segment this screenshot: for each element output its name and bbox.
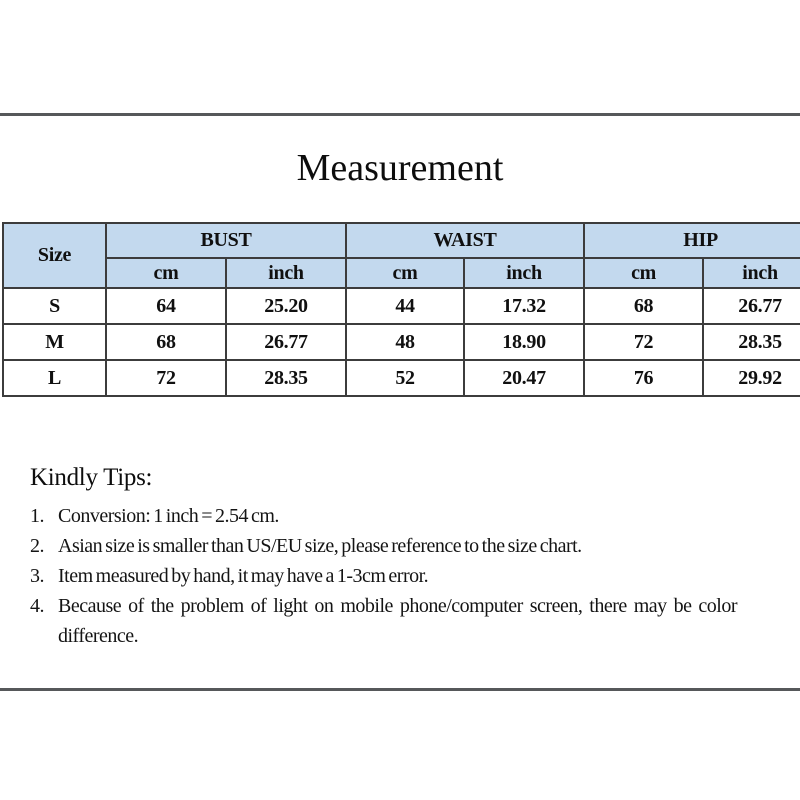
value-cell: 68 (584, 288, 703, 324)
value-cell: 25.20 (226, 288, 346, 324)
bust-group-header: BUST (106, 223, 346, 258)
value-cell: 68 (106, 324, 226, 360)
tip-number: 4. (30, 595, 44, 617)
size-cell: L (3, 360, 106, 396)
table-header-row-units (3, 258, 800, 288)
table-row (3, 324, 800, 360)
list-item (30, 501, 740, 531)
tip-number: 3. (30, 565, 44, 587)
value-cell: 76 (584, 360, 703, 396)
table-header-row-groups (3, 223, 800, 258)
hip-group-header: HIP (584, 223, 800, 258)
value-cell: 72 (106, 360, 226, 396)
waist-group-header: WAIST (346, 223, 584, 258)
list-item (30, 591, 740, 651)
value-cell: 72 (584, 324, 703, 360)
page-title: Measurement (296, 147, 504, 189)
tip-number: 2. (30, 535, 44, 557)
waist-inch-header: inch (464, 258, 584, 288)
bust-inch-header: inch (226, 258, 346, 288)
size-cell: S (3, 288, 106, 324)
value-cell: 52 (346, 360, 464, 396)
hip-cm-header: cm (584, 258, 703, 288)
value-cell: 20.47 (464, 360, 584, 396)
list-item (30, 561, 740, 591)
value-cell: 29.92 (703, 360, 800, 396)
size-table-container (2, 222, 800, 408)
size-column-header: Size (3, 223, 106, 288)
hip-inch-header: inch (703, 258, 800, 288)
value-cell: 28.35 (226, 360, 346, 396)
tip-text: Because of the problem of light on mobile phone/computer screen, there may be color difference. (58, 595, 737, 647)
list-item (30, 531, 740, 561)
value-cell: 17.32 (464, 288, 584, 324)
tip-number: 1. (30, 505, 44, 527)
tips-list (30, 501, 740, 651)
table-row (3, 288, 800, 324)
tip-text: Asian size is smaller than US/EU size, please reference to the size chart. (58, 535, 582, 557)
value-cell: 28.35 (703, 324, 800, 360)
tip-text: Conversion: 1 inch = 2.54 cm. (58, 505, 279, 527)
value-cell: 18.90 (464, 324, 584, 360)
tips-heading: Kindly Tips: (30, 464, 153, 491)
top-divider-line (0, 113, 800, 116)
value-cell: 64 (106, 288, 226, 324)
value-cell: 26.77 (226, 324, 346, 360)
size-table (2, 222, 800, 397)
bottom-divider-line (0, 688, 800, 691)
value-cell: 26.77 (703, 288, 800, 324)
waist-cm-header: cm (346, 258, 464, 288)
tip-text: Item measured by hand, it may have a 1-3cm error. (58, 565, 429, 587)
value-cell: 44 (346, 288, 464, 324)
value-cell: 48 (346, 324, 464, 360)
bust-cm-header: cm (106, 258, 226, 288)
size-cell: M (3, 324, 106, 360)
table-row (3, 360, 800, 396)
